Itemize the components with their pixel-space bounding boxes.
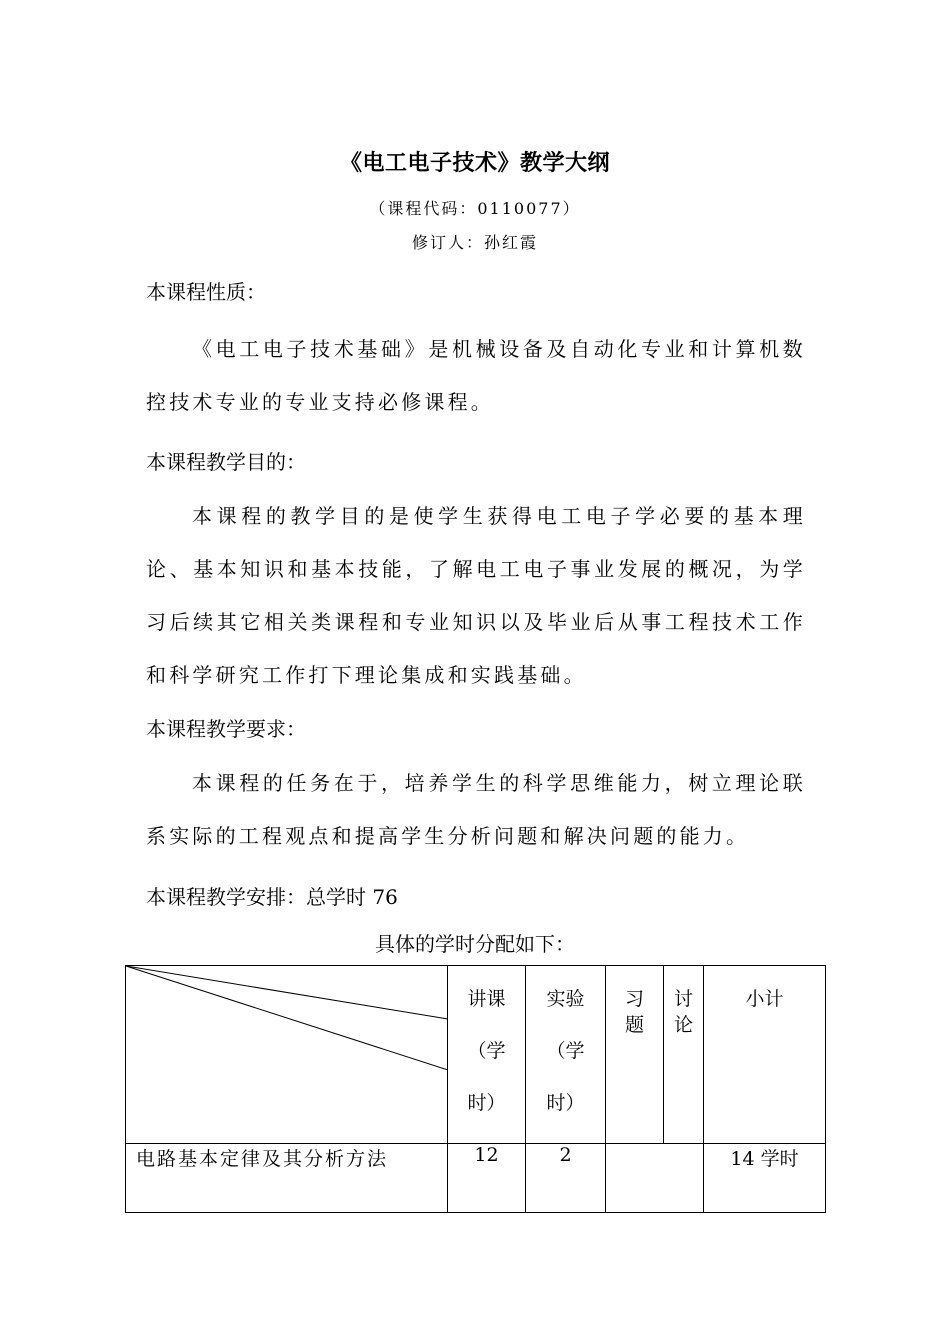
header-lecture-line1: 讲课	[467, 988, 506, 1010]
header-discussion-line1: 讨	[673, 988, 693, 1010]
header-lecture	[448, 966, 526, 1144]
section-text-nature: 《电工电子技术基础》是机械设备及自动化专业和计算机数控技术专业的专业支持必修课程。	[146, 337, 806, 414]
header-discussion	[664, 966, 704, 1144]
section-text-purpose: 本课程的教学目的是使学生获得电工电子学必要的基本理论、基本知识和基本技能，了解电工电子事业发展的概况，为学习后续其它相关类课程和专业知识以及毕业后从事工程技术工作和科学研究工作打下理论集成和实践基础。	[146, 504, 806, 687]
header-lecture-line2: （学	[467, 1040, 506, 1062]
row-subtotal: 14 学时	[704, 1144, 826, 1213]
header-exercise-line1: 习	[624, 988, 644, 1010]
section-text-requirement: 本课程的任务在于，培养学生的科学思维能力，树立理论联系实际的工程观点和提高学生分析问题和解决问题的能力。	[146, 771, 806, 848]
header-exercise	[606, 966, 664, 1144]
total-hours: 总学时 76	[306, 885, 398, 909]
table-row	[126, 1144, 826, 1213]
header-subtotal	[704, 966, 826, 1144]
header-lab-line1: 实验	[546, 988, 585, 1010]
table-header-row	[126, 966, 826, 1144]
section-heading-arrangement	[146, 881, 398, 910]
section-heading-purpose: 本课程教学目的：	[146, 450, 306, 474]
header-lab-line3: 时）	[546, 1092, 585, 1114]
section-heading-nature: 本课程性质：	[146, 280, 266, 304]
table-caption: 具体的学时分配如下：	[375, 932, 575, 956]
row-lecture-hours: 12	[448, 1144, 526, 1213]
row-topic: 电路基本定律及其分析方法	[126, 1144, 448, 1213]
header-discussion-line2: 论	[673, 1014, 693, 1036]
header-subtotal-label: 小计	[745, 988, 784, 1010]
section-heading-requirement: 本课程教学要求：	[146, 717, 306, 741]
header-exercise-line2: 题	[624, 1014, 644, 1036]
hours-table	[125, 965, 826, 1213]
arrangement-heading-label: 本课程教学安排：	[146, 885, 306, 909]
row-lab-hours: 2	[526, 1144, 606, 1213]
row-exercise-discussion	[606, 1144, 704, 1213]
course-code: （课程代码：0110077）	[369, 199, 581, 218]
header-lecture-line3: 时）	[467, 1092, 506, 1114]
header-lab-line2: （学	[546, 1040, 585, 1062]
reviser: 修订人：孙红霞	[411, 233, 538, 252]
header-lab	[526, 966, 606, 1144]
document-title: 《电工电子技术》教学大纲	[339, 151, 610, 176]
diagonal-header-cell	[126, 966, 448, 1144]
diagonal-lines	[126, 966, 448, 1144]
